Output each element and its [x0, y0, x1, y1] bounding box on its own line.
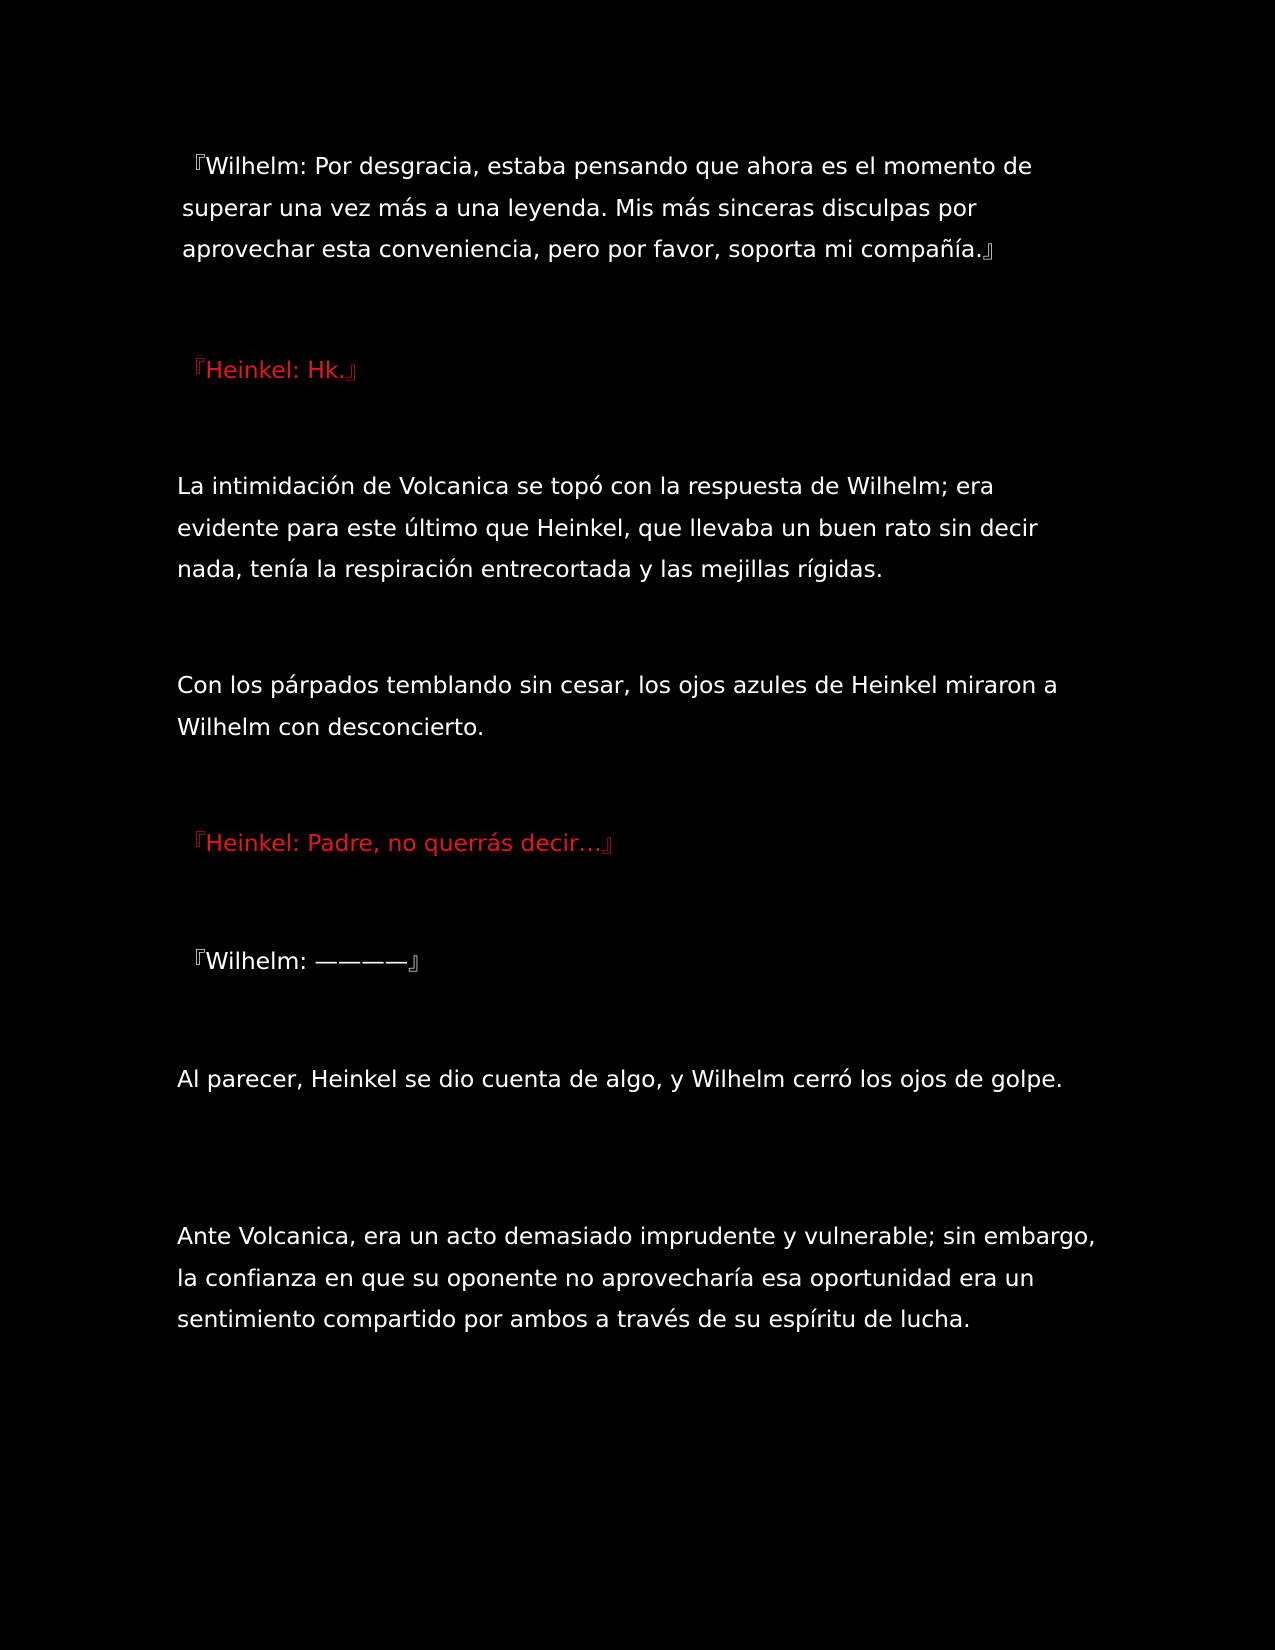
narration-paragraph-4: Ante Volcanica, era un acto demasiado imprudente y vulnerable; sin embargo, la confianza en que su oponente no aprovecharía esa oportunidad era un sentimiento compartido por ambos a través de su espíritu de lucha. — [177, 1222, 1096, 1333]
dialogue-heinkel-2: 『Heinkel: Padre, no querrás decir…』 — [182, 829, 626, 857]
narration-paragraph-2: Con los párpados temblando sin cesar, los ojos azules de Heinkel miraron a Wilhelm con desconcierto. — [177, 671, 1058, 741]
narration-paragraph-1: La intimidación de Volcanica se topó con la respuesta de Wilhelm; era evidente para este último que Heinkel, que llevaba un buen rato sin decir nada, tenía la respiración entrecortada y las mejillas rígidas. — [177, 472, 1038, 583]
narration-paragraph-3: Al parecer, Heinkel se dio cuenta de algo, y Wilhelm cerró los ojos de golpe. — [177, 1065, 1063, 1093]
dialogue-wilhelm-1: 『Wilhelm: Por desgracia, estaba pensando que ahora es el momento de superar una vez más a una leyenda. Mis más sinceras disculpas por aprovechar esta conveniencia, pero por favor, soporta mi compañía.』 — [182, 152, 1033, 263]
dialogue-wilhelm-2: 『Wilhelm: ————』 — [182, 947, 432, 975]
dialogue-heinkel-1: 『Heinkel: Hk.』 — [182, 356, 370, 384]
